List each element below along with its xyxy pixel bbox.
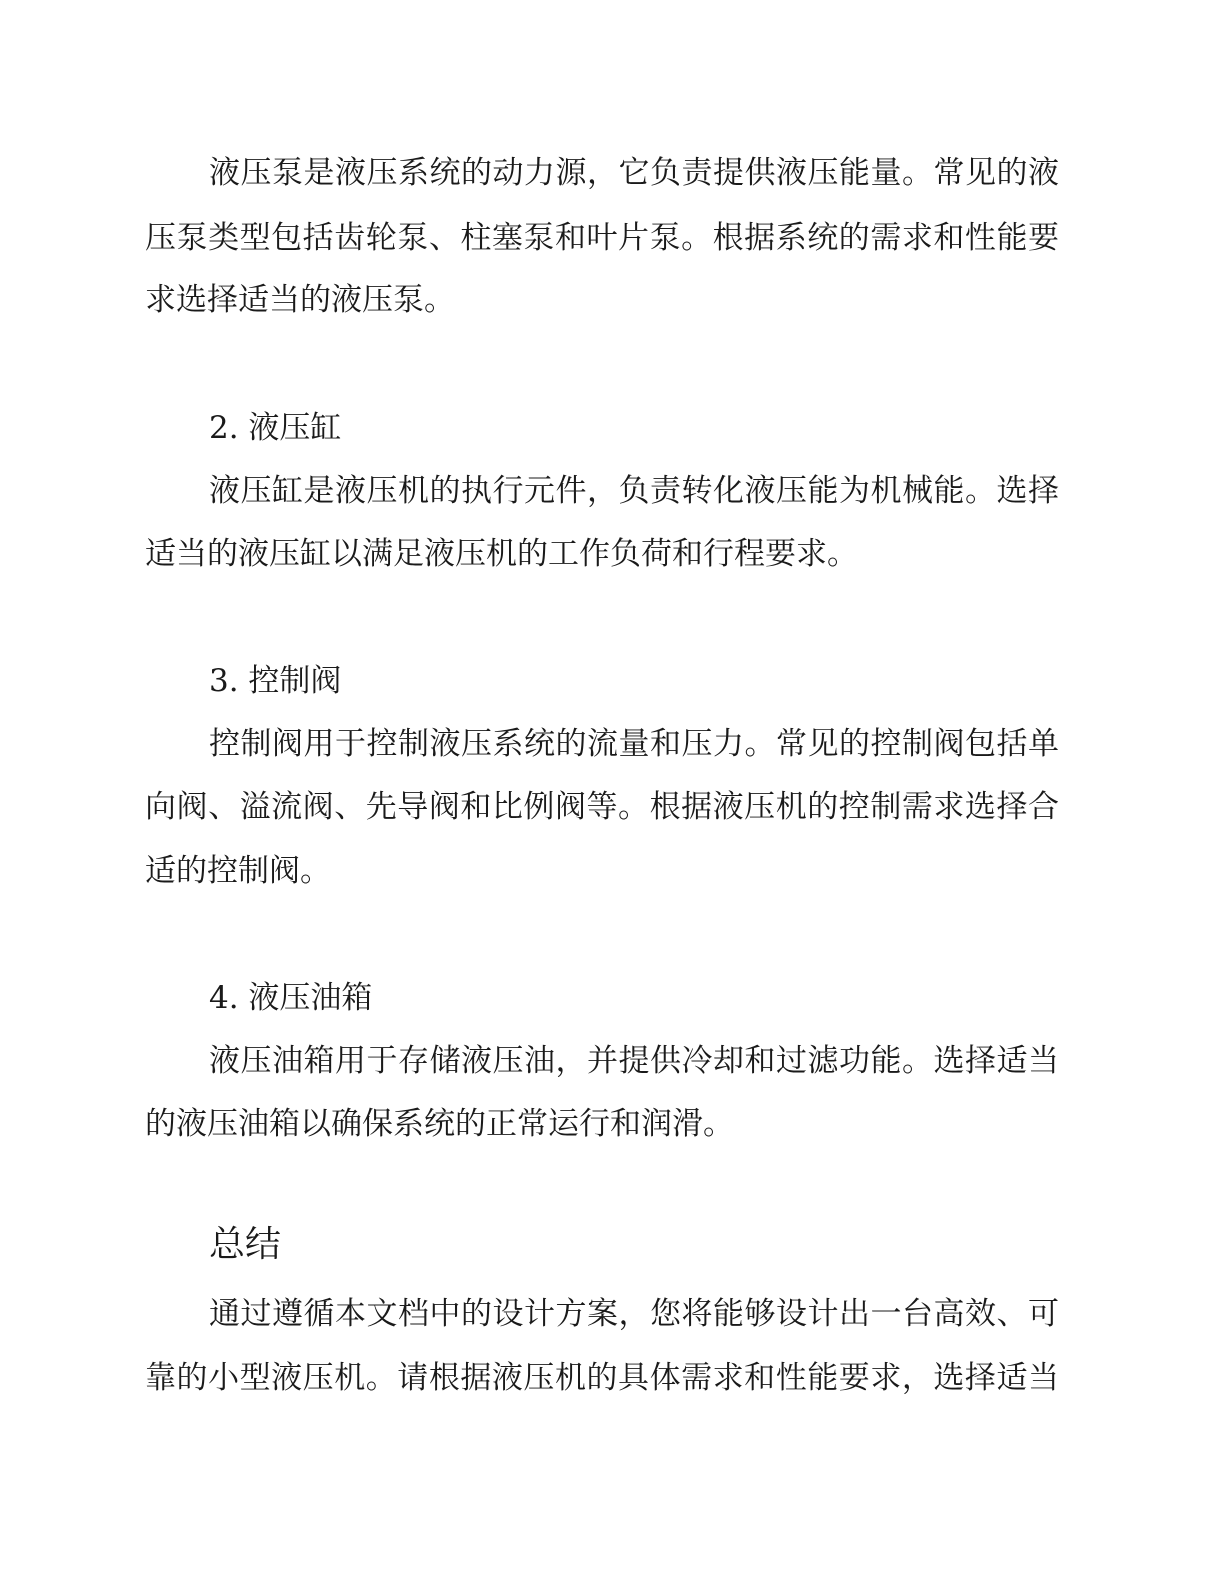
valve-description-line-2: 向阀、溢流阀、先导阀和比例阀等。根据液压机的控制需求选择合 [145,789,1059,825]
pump-description-line-2: 压泵类型包括齿轮泵、柱塞泵和叶片泵。根据系统的需求和性能要 [145,220,1059,256]
tank-heading: 4. 液压油箱 [209,980,373,1016]
summary-heading: 总结 [209,1224,282,1265]
valve-heading: 3. 控制阀 [209,663,342,699]
valve-description-line-1: 控制阀用于控制液压系统的流量和压力。常见的控制阀包括单 [209,726,1059,762]
cylinder-description-line-1: 液压缸是液压机的执行元件，负责转化液压能为机械能。选择 [209,473,1059,509]
cylinder-description-line-2: 适当的液压缸以满足液压机的工作负荷和行程要求。 [145,536,858,572]
cylinder-heading: 2. 液压缸 [209,410,342,446]
pump-description-line-3: 求选择适当的液压泵。 [145,282,455,318]
tank-description-line-2: 的液压油箱以确保系统的正常运行和润滑。 [145,1106,734,1142]
valve-description-line-3: 适的控制阀。 [145,853,331,889]
tank-description-line-1: 液压油箱用于存储液压油，并提供冷却和过滤功能。选择适当 [209,1043,1059,1079]
pump-description-line-1: 液压泵是液压系统的动力源，它负责提供液压能量。常见的液 [209,155,1059,191]
summary-description-line-2: 靠的小型液压机。请根据液压机的具体需求和性能要求，选择适当 [145,1360,1059,1396]
summary-description-line-1: 通过遵循本文档中的设计方案，您将能够设计出一台高效、可 [209,1296,1059,1332]
